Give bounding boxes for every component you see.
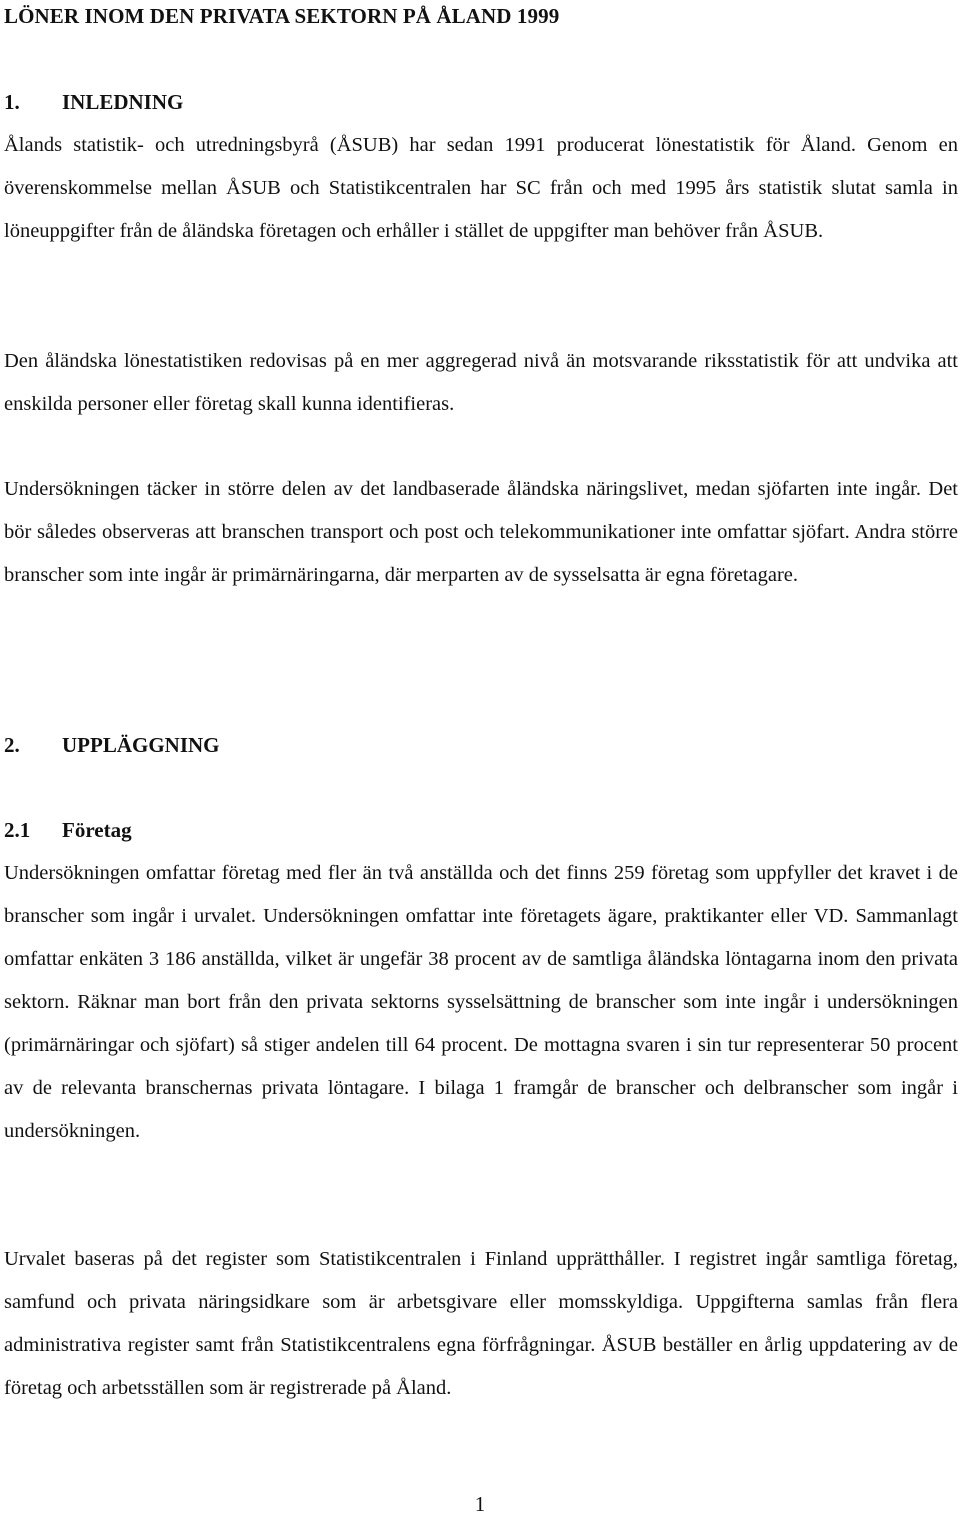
section-heading-upplaggning — [4, 733, 220, 758]
intro-paragraph-3: Undersökningen täcker in större delen av det landbaserade åländska näringslivet, medan sjöfarten inte ingår. Det bör således observeras att branschen transport och post och telekommunikationer inte omfattar sjöfart. Andra större branscher som inte ingår är primärnäringarna, där merparten av de sysselsatta är egna företagare. — [4, 478, 958, 586]
subsection-title: Företag — [62, 818, 132, 842]
subsection-heading-foretag — [4, 818, 132, 843]
section-number: 2. — [4, 733, 20, 757]
section-heading-inledning — [4, 90, 183, 115]
companies-paragraph-1: Undersökningen omfattar företag med fler än två anställda och det finns 259 företag som uppfyller det kravet i de branscher som ingår i urvalet. Undersökningen omfattar inte företagets ägare, praktikanter eller VD. Sammanlagt omfattar enkäten 3 186 anställda, vilket är ungefär 38 procent av de samtliga åländska löntagarna inom den privata sektorn. Räknar man bort från den privata sektorns sysselsättning de branscher som inte ingår i undersökningen (primärnäringar och sjöfart) så stiger andelen till 64 procent. De mottagna svaren i sin tur representerar 50 procent av de relevanta branschernas privata löntagare. I bilaga 1 framgår de branscher och delbranscher som ingår i undersökningen. — [4, 862, 958, 1142]
page-number: 1 — [474, 1492, 486, 1516]
intro-paragraph-1: Ålands statistik- och utredningsbyrå (ÅSUB) har sedan 1991 producerat lönestatistik för Åland. Genom en överenskommelse mellan ÅSUB och Statistikcentralen har SC från och med 1995 års statistik slutat samla in löneuppgifter från de åländska företagen och erhåller i stället de uppgifter man behöver från ÅSUB. — [4, 134, 958, 242]
section-title: UPPLÄGGNING — [62, 733, 220, 757]
companies-paragraph-2: Urvalet baseras på det register som Statistikcentralen i Finland upprätthåller. I registret ingår samtliga företag, samfund och privata näringsidkare som är arbetsgivare eller momsskyldiga. Uppgifterna samlas från flera administrativa register samt från Statistikcentralens egna förfrågningar. ÅSUB beställer en årlig uppdatering av de företag och arbetsställen som är registrerade på Åland. — [4, 1248, 958, 1399]
subsection-number: 2.1 — [4, 818, 31, 842]
document-title: LÖNER INOM DEN PRIVATA SEKTORN PÅ ÅLAND 1999 — [4, 4, 560, 28]
intro-paragraph-2: Den åländska lönestatistiken redovisas på en mer aggregerad nivå än motsvarande riksstatistik för att undvika att enskilda personer eller företag skall kunna identifieras. — [4, 350, 958, 415]
section-title: INLEDNING — [62, 90, 184, 114]
section-number: 1. — [4, 90, 20, 114]
